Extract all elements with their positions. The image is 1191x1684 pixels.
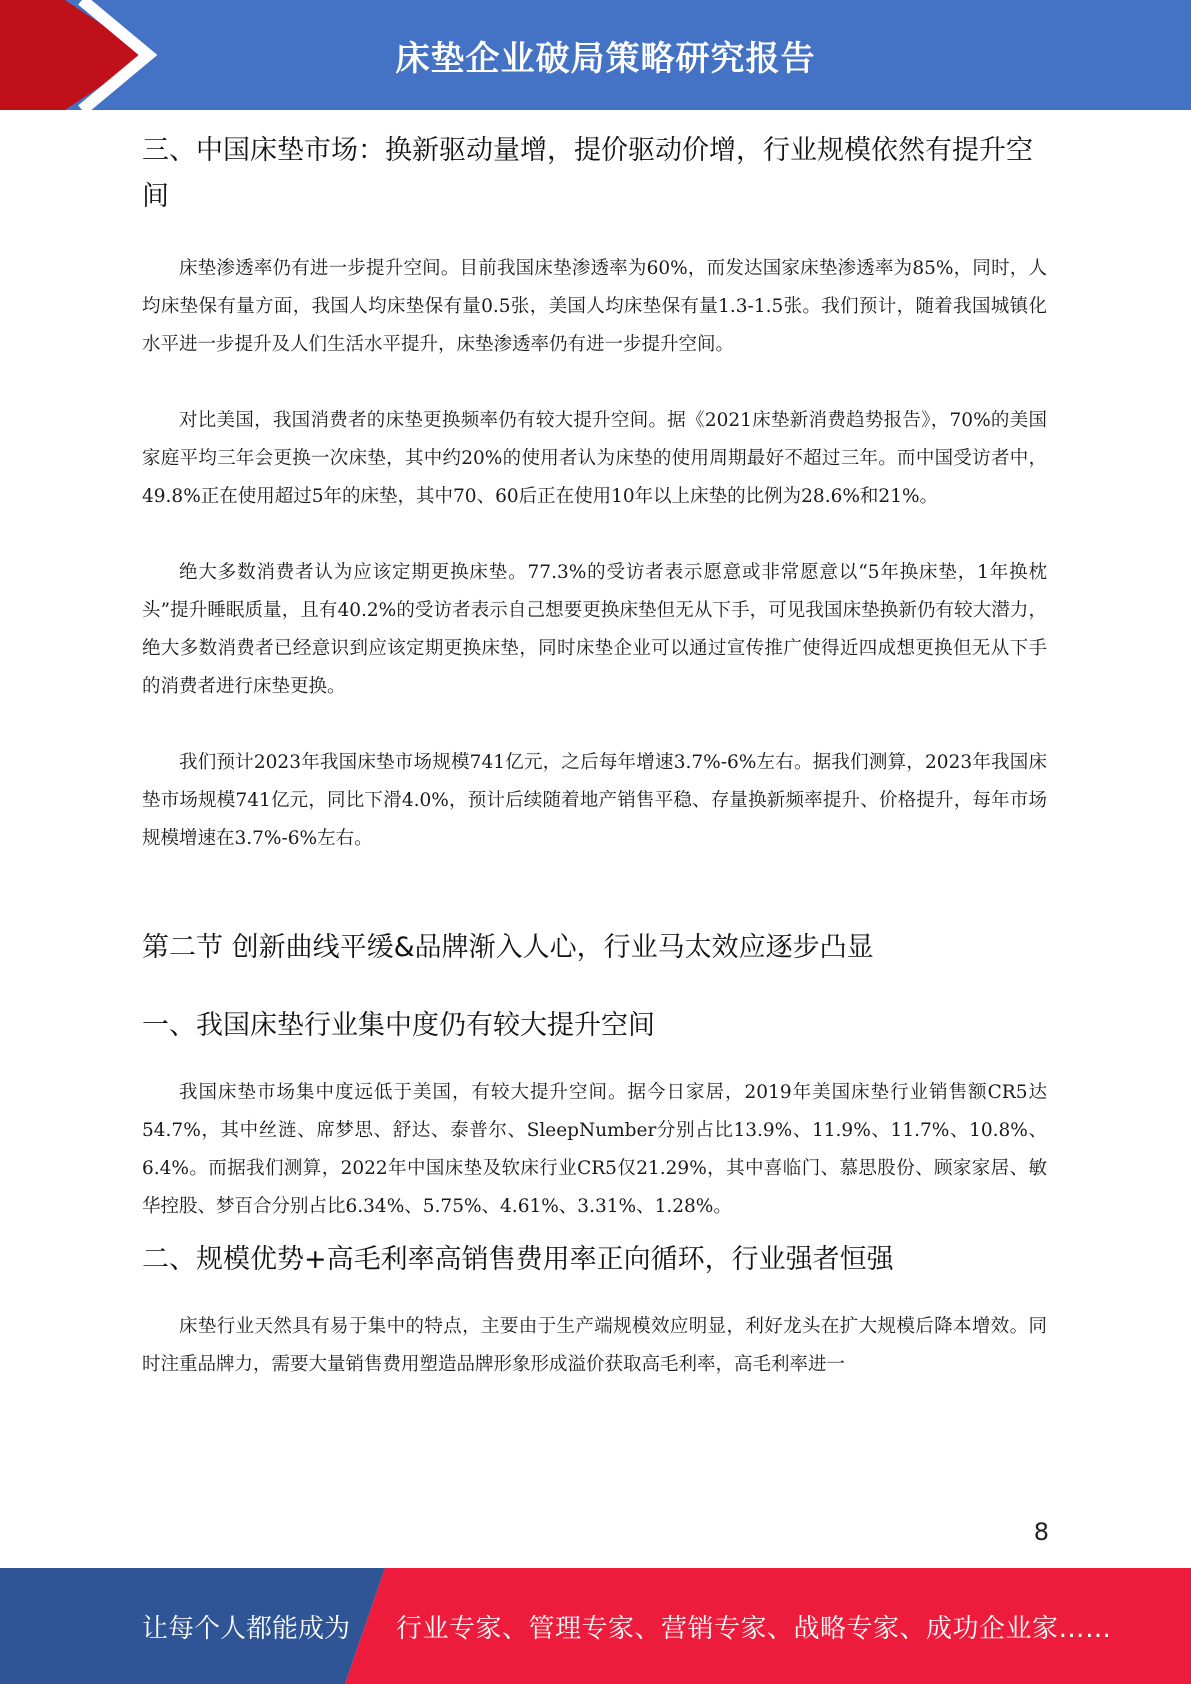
heading-china-mattress-market: 三、中国床垫市场：换新驱动量增，提价驱动价增，行业规模依然有提升空间: [142, 135, 1033, 212]
paragraph-scale-advantage: 床垫行业天然具有易于集中的特点，主要由于生产端规模效应明显，利好龙头在扩大规模后降本增效。同时注重品牌力，需要大量销售费用塑造品牌形象形成溢价获取高毛利率，高毛利率进一: [142, 1316, 1047, 1375]
paragraph-regular-replacement: 绝大多数消费者认为应该定期更换床垫。77.3%的受访者表示愿意或非常愿意以“5年换床垫，1年换枕头”提升睡眠质量，且有40.2%的受访者表示自己想要更换床垫但无从下手，可见我国床垫换新仍有较大潜力，绝大多数消费者已经意识到应该定期更换床垫，同时床垫企业可以通过宣传推广使得近四成想更换但无从下手的消费者进行床垫更换。: [142, 562, 1047, 697]
report-title: 床垫企业破局策略研究报告: [395, 38, 816, 79]
page-number: 8: [1033, 1518, 1049, 1546]
heading-concentration: 一、我国床垫行业集中度仍有较大提升空间: [142, 1010, 655, 1041]
paragraph-concentration: 我国床垫市场集中度远低于美国，有较大提升空间。据今日家居，2019年美国床垫行业销售额CR5达54.7%，其中丝涟、席梦思、舒达、泰普尔、SleepNumber分别占比13.9%、11.9%、11.7%、10.8%、6.4%。而据我们测算，2022年中国床垫及软床行业CR5仅21.29%，其中喜临门、慕思股份、顾家家居、敏华控股、梦百合分别占比6.34%、5.75%、4.61%、3.31%、1.28%。: [142, 1082, 1047, 1217]
footer-slogan-right: 行业专家、管理专家、营销专家、战略专家、成功企业家……: [396, 1613, 1112, 1644]
paragraph-penetration: 床垫渗透率仍有进一步提升空间。目前我国床垫渗透率为60%，而发达国家床垫渗透率为85%，同时，人均床垫保有量方面，我国人均床垫保有量0.5张，美国人均床垫保有量1.3-1.5张。我们预计，随着我国城镇化水平进一步提升及人们生活水平提升，床垫渗透率仍有进一步提升空间。: [142, 258, 1047, 355]
footer-slogan-left: 让每个人都能成为: [142, 1613, 351, 1644]
page-content: [142, 128, 1047, 1422]
heading-section-two: 第二节 创新曲线平缓&品牌渐入人心，行业马太效应逐步凸显: [142, 932, 874, 963]
page-header: [0, 0, 1191, 110]
page-footer: [0, 1568, 1191, 1684]
paragraph-market-size: 我们预计2023年我国床垫市场规模741亿元，之后每年增速3.7%-6%左右。据我们测算，2023年我国床垫市场规模741亿元，同比下滑4.0%，预计后续随着地产销售平稳、存量换新频率提升、价格提升，每年市场规模增速在3.7%-6%左右。: [142, 752, 1047, 849]
paragraph-replacement-frequency: 对比美国，我国消费者的床垫更换频率仍有较大提升空间。据《2021床垫新消费趋势报告》，70%的美国家庭平均三年会更换一次床垫，其中约20%的使用者认为床垫的使用周期最好不超过三年。而中国受访者中，49.8%正在使用超过5年的床垫，其中70、60后正在使用10年以上床垫的比例为28.6%和21%。: [142, 410, 1047, 507]
heading-scale-advantage: 二、规模优势+高毛利率高销售费用率正向循环，行业强者恒强: [142, 1244, 894, 1275]
